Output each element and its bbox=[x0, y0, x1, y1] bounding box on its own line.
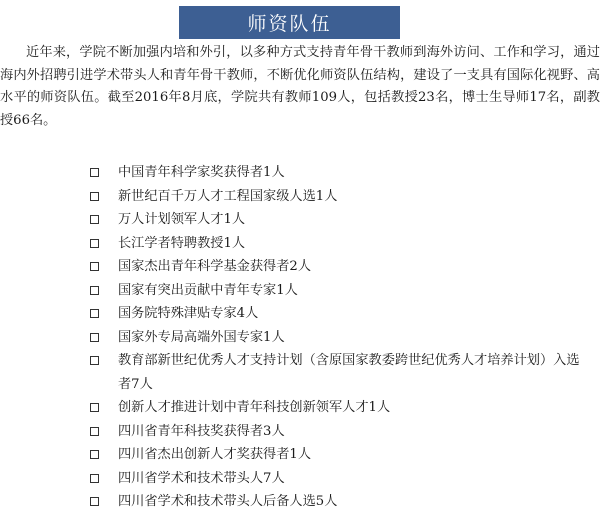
list-item bbox=[0, 467, 600, 491]
list-item bbox=[0, 161, 600, 185]
list-item-label: 四川省杰出创新人才奖获得者1人 bbox=[118, 447, 312, 462]
list-item-label: 国务院特殊津贴专家4人 bbox=[118, 306, 259, 321]
list-item-label: 长江学者特聘教授1人 bbox=[118, 235, 246, 251]
section-title-banner bbox=[179, 6, 400, 39]
list-item bbox=[0, 185, 600, 209]
list-item-label: 教育部新世纪优秀人才支持计划（含原国家教委跨世纪优秀人才培养计划）入选者7人 bbox=[118, 353, 580, 392]
list-item bbox=[0, 232, 600, 256]
checkbox-icon bbox=[90, 309, 99, 318]
honors-list bbox=[0, 161, 600, 514]
checkbox-icon bbox=[90, 356, 99, 365]
checkbox-icon bbox=[90, 450, 99, 459]
checkbox-icon bbox=[90, 286, 99, 295]
list-item bbox=[0, 443, 600, 467]
checkbox-icon bbox=[90, 497, 99, 506]
section-title: 师资队伍 bbox=[247, 13, 332, 35]
list-item-label: 四川省青年科技奖获得者3人 bbox=[118, 423, 285, 439]
checkbox-icon bbox=[90, 215, 99, 224]
list-item-label: 新世纪百千万人才工程国家级人选1人 bbox=[118, 188, 338, 204]
list-item bbox=[0, 255, 600, 279]
list-item bbox=[0, 279, 600, 303]
list-item-label: 国家有突出贡献中青年专家1人 bbox=[118, 282, 298, 298]
checkbox-icon bbox=[90, 333, 99, 342]
list-item-label: 创新人才推进计划中青年科技创新领军人才1人 bbox=[118, 400, 391, 415]
list-item bbox=[0, 326, 600, 350]
intro-paragraph: 近年来，学院不断加强内培和外引，以多种方式支持青年骨干教师到海外访问、工作和学习，通过海内外招聘引进学术带头人和青年骨干教师，不断优化师资队伍结构，建设了一支具有国际化视野、高水平的师资队伍。截至2016年8月底，学院共有教师109人，包括教授23名，博士生导师17名，副教授66名。 bbox=[0, 45, 600, 128]
checkbox-icon bbox=[90, 427, 99, 436]
list-item-label: 国家杰出青年科学基金获得者2人 bbox=[118, 259, 312, 274]
checkbox-icon bbox=[90, 474, 99, 483]
list-item bbox=[0, 349, 600, 396]
list-item bbox=[0, 420, 600, 444]
checkbox-icon bbox=[90, 262, 99, 271]
list-item-label: 国家外专局高端外国专家1人 bbox=[118, 329, 285, 345]
list-item-label: 四川省学术和技术带头人7人 bbox=[118, 470, 285, 486]
list-item bbox=[0, 490, 600, 514]
checkbox-icon bbox=[90, 403, 99, 412]
checkbox-icon bbox=[90, 239, 99, 248]
checkbox-icon bbox=[90, 192, 99, 201]
list-item bbox=[0, 302, 600, 326]
checkbox-icon bbox=[90, 168, 99, 177]
list-item bbox=[0, 396, 600, 420]
list-item-label: 万人计划领军人才1人 bbox=[118, 212, 246, 227]
list-item bbox=[0, 208, 600, 232]
list-item-label: 四川省学术和技术带头人后备人选5人 bbox=[118, 494, 338, 509]
list-item-label: 中国青年科学家奖获得者1人 bbox=[118, 165, 285, 180]
